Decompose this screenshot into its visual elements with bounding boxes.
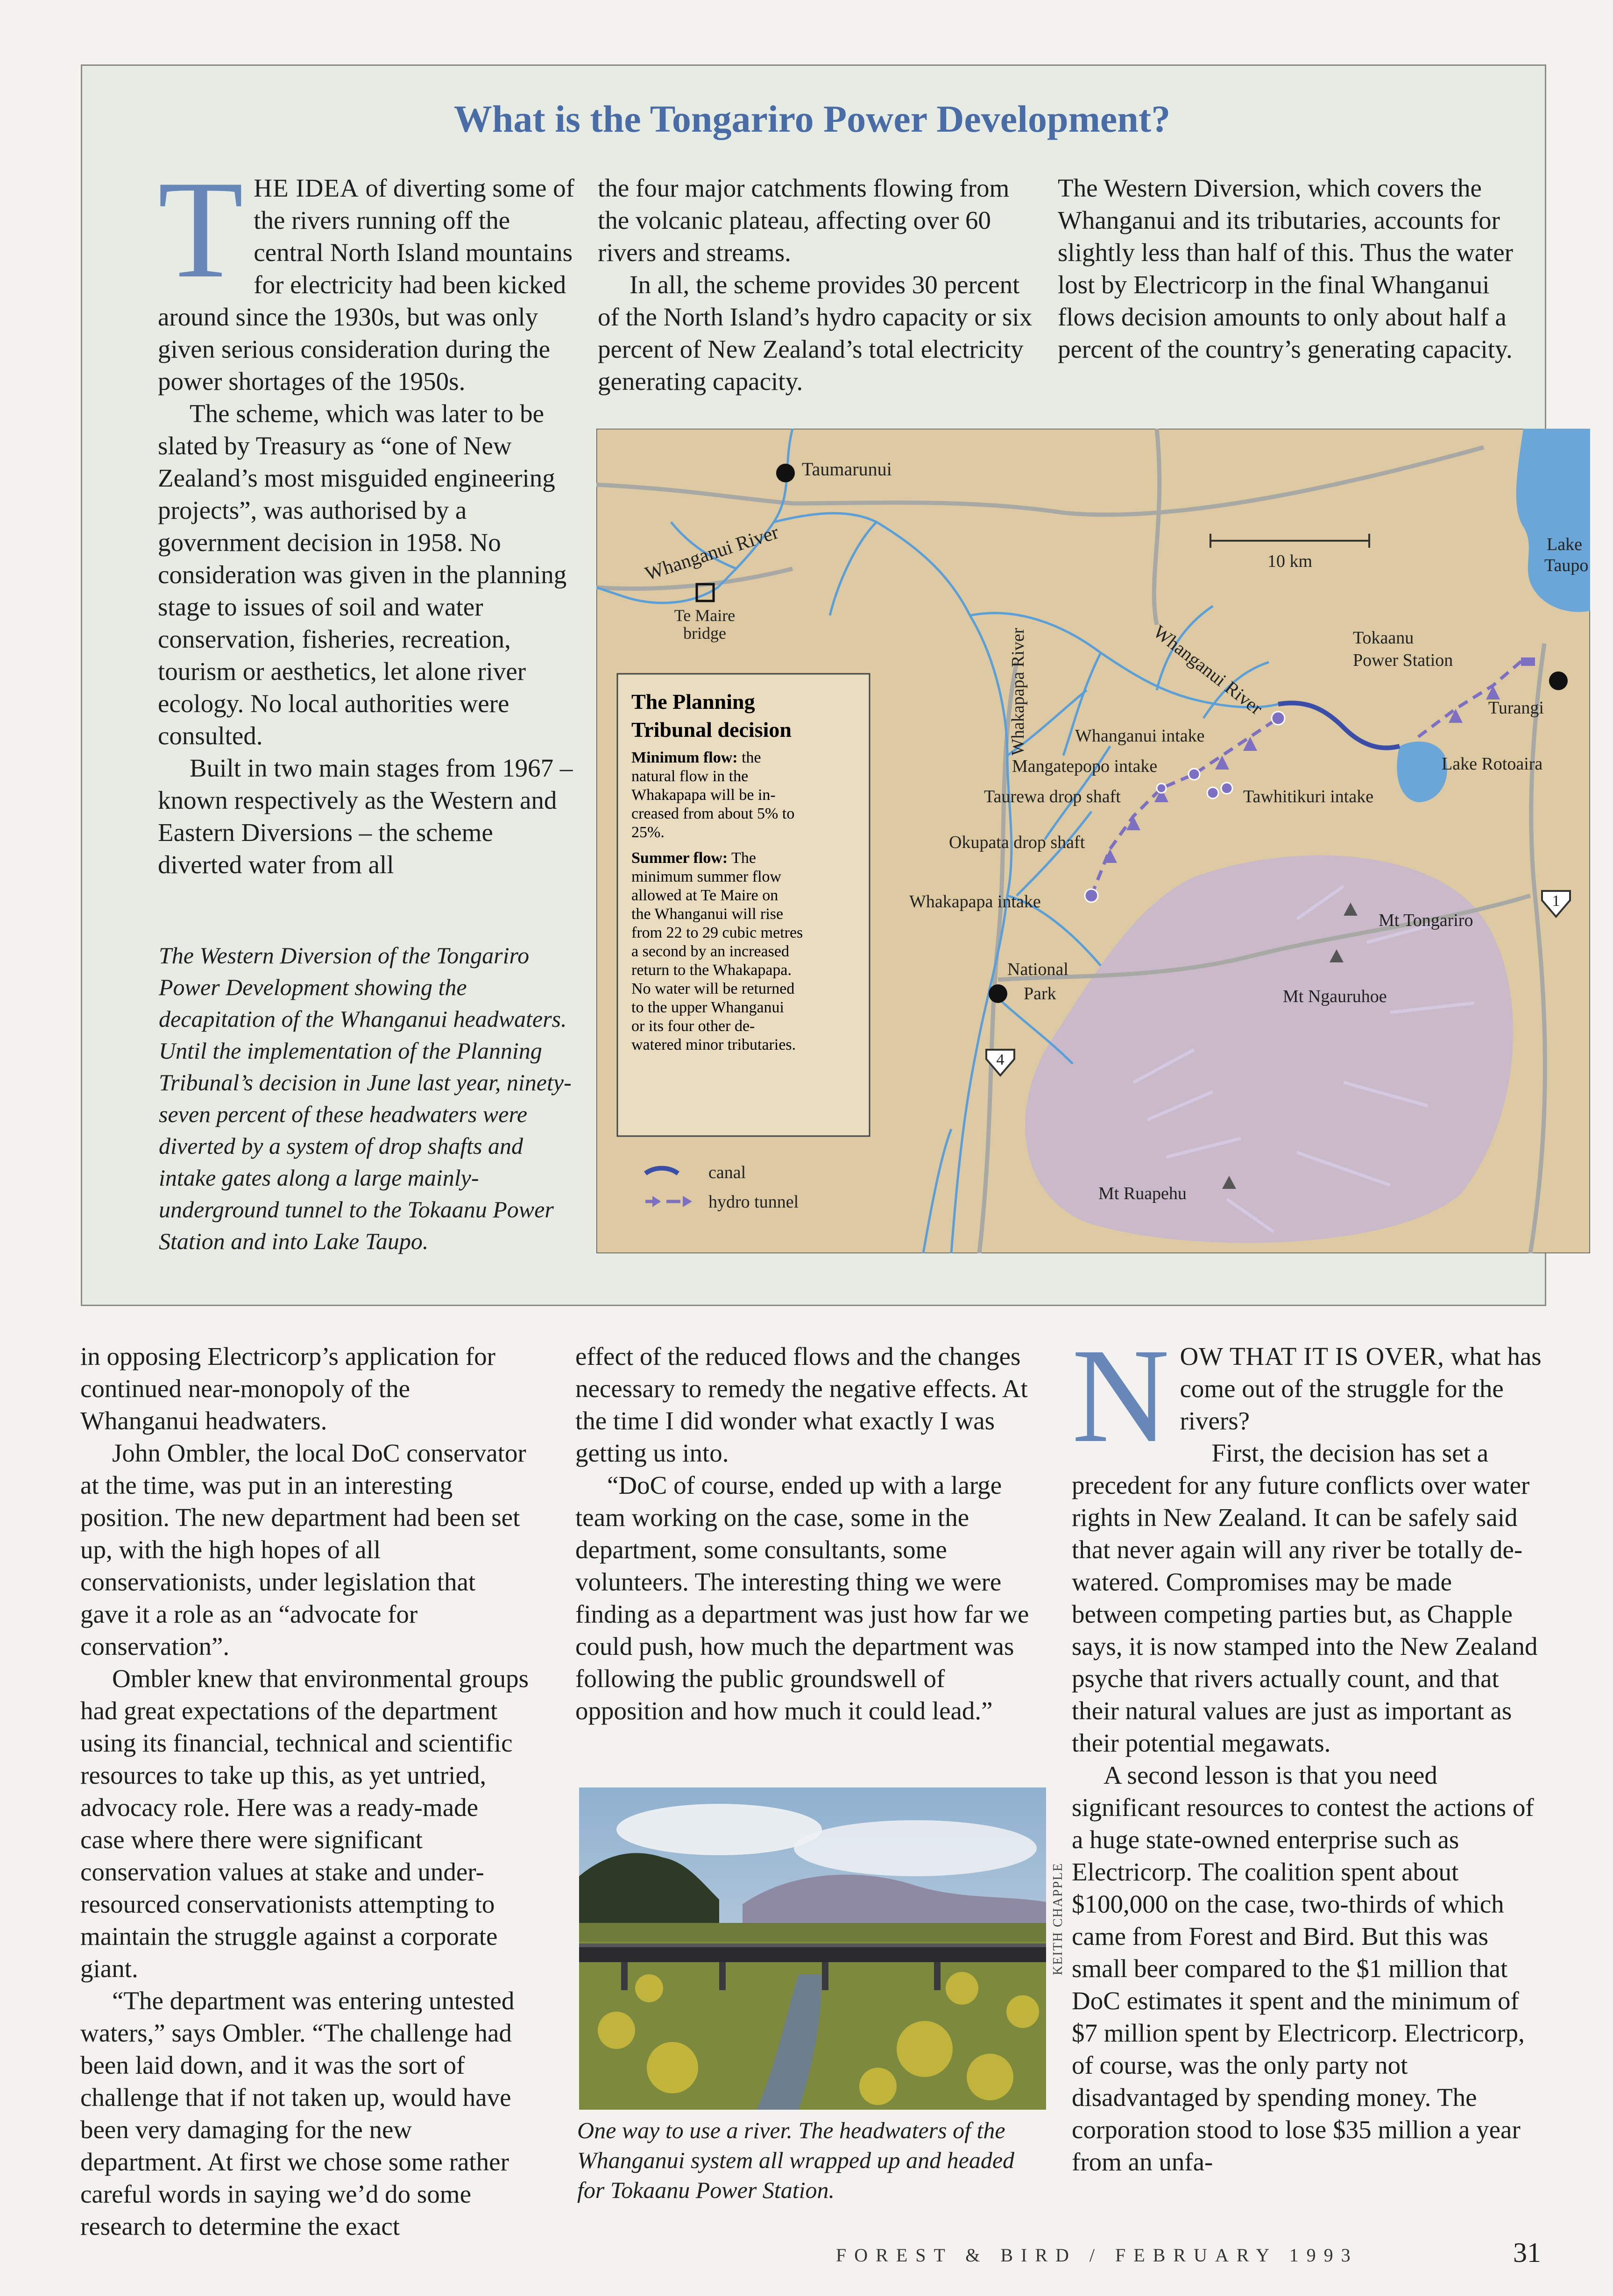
svg-text:4: 4 xyxy=(996,1051,1005,1068)
svg-text:Whakapapa will be in-: Whakapapa will be in- xyxy=(631,786,776,804)
svg-text:Whanganui intake: Whanganui intake xyxy=(1075,726,1205,746)
article-paragraph: effect of the reduced flows and the changes necessary to remedy the negative effects. At the time I did wonder what exactly I was getting us into. xyxy=(575,1342,1028,1467)
svg-text:a second by an increased: a second by an increased xyxy=(631,943,789,960)
sidebar-paragraph: In all, the scheme provides 30 percent of the North Island’s hydro capacity or six percent of New Zealand’s total electricity generating capacity. xyxy=(598,270,1033,396)
photo-credit: KEITH CHAPPLE xyxy=(1051,1862,1065,1975)
svg-text:watered minor tributaries.: watered minor tributaries. xyxy=(631,1036,796,1053)
svg-text:The Planning: The Planning xyxy=(631,690,755,714)
svg-text:natural flow in the: natural flow in the xyxy=(631,768,749,785)
svg-text:Te Maire: Te Maire xyxy=(674,606,736,625)
svg-text:return to the Whakapapa.: return to the Whakapapa. xyxy=(631,961,792,979)
page-footer: FOREST & BIRD / FEBRUARY 1993 xyxy=(836,2245,1358,2266)
svg-text:1: 1 xyxy=(1552,892,1560,910)
sidebar-paragraph: The scheme, which was later to be slated by Treasury as “one of New Zealand’s most misguided engineering projects”, was authorised by a government decision in 1958. No consideration was given in the planning stage to issues of soil and water conservation, fisheries, recreation, tourism or aesthetics, let alone river ecology. No local authorities were consulted. xyxy=(158,399,567,750)
svg-text:Power Station: Power Station xyxy=(1353,650,1453,670)
svg-text:or its four other de-: or its four other de- xyxy=(631,1017,755,1035)
svg-text:Park: Park xyxy=(1024,984,1056,1003)
svg-text:Lake: Lake xyxy=(1547,535,1582,554)
map-caption: The Western Diversion of the Tongariro Power Development showing the decapitation of the Whanganui headwaters. Until the implementation of the Planning Tribunal’s decision in June last year, ninety-seven percent of these headwaters were diverted by a system of drop shafts and intake gates along a large mainly-underground tunnel to the Tokaanu Power Station and into Lake Taupo. xyxy=(159,942,572,1254)
tongariro-map xyxy=(596,429,1590,1253)
article-paragraph: in opposing Electricorp’s application for continued near-monopoly of the Whanganui headwaters. xyxy=(80,1342,495,1435)
sidebar-column-2 xyxy=(598,172,1039,397)
svg-text:allowed at Te Maire on: allowed at Te Maire on xyxy=(631,887,778,904)
svg-text:Lake Rotoaira: Lake Rotoaira xyxy=(1442,754,1543,774)
svg-text:National: National xyxy=(1007,960,1068,979)
page-number: 31 xyxy=(1513,2237,1541,2268)
svg-text:to the upper Whanganui: to the upper Whanganui xyxy=(631,999,785,1016)
svg-text:from 22 to 29 cubic metres: from 22 to 29 cubic metres xyxy=(631,924,803,941)
svg-text:25%.: 25%. xyxy=(631,824,665,841)
sidebar-paragraph: the four major catchments flowing from the volcanic plateau, affecting over 60 rivers and streams. xyxy=(598,174,1010,267)
photo-pipeline xyxy=(579,1787,1046,2110)
drop-cap-n: N xyxy=(1072,1321,1170,1470)
svg-text:Minimum flow: the: Minimum flow: the xyxy=(631,749,761,766)
article-paragraph: First, the decision has set a precedent for any future conflicts over water rights in New Zealand. It can be safely said that never again will any river be totally de-watered. Compromises may be made between competing parties but, as Chapple says, it is now stamped into the New Zealand psyche that rivers actually count, and that their natural values are just as important as their potential megawats. xyxy=(1072,1439,1538,1757)
svg-text:Turangi: Turangi xyxy=(1488,698,1544,718)
article-column-1 xyxy=(80,1340,529,2242)
drop-cap-t: T xyxy=(158,152,244,307)
svg-text:Whanganui River: Whanganui River xyxy=(1149,621,1267,719)
sidebar-paragraph: The Western Diversion, which covers the Whanganui and its tributaries, accounts for slightly less than half of this. Thus the water lost by Electricorp in the final Whanganui flows decision amounts to only about half a percent of the country’s generating capacity. xyxy=(1058,174,1514,363)
svg-text:Taupo: Taupo xyxy=(1544,556,1589,575)
svg-text:bridge: bridge xyxy=(683,624,726,643)
svg-text:the Whanganui will rise: the Whanganui will rise xyxy=(631,905,784,923)
article-paragraph: A second lesson is that you need significant resources to contest the actions of a huge state-owned enterprise such as Electricorp. The coalition spent about $100,000 on the case, two-thirds of which came from Forest and Bird. But this was small beer compared to the $1 million that DoC estimates it spent and the minimum of $7 million spent by Electricorp. Electricorp, of course, was the only party not disadvantaged by spending money. The corporation stood to lose $35 million a year from an unfa- xyxy=(1072,1761,1534,2176)
svg-text:creased from about 5% to: creased from about 5% to xyxy=(631,805,795,822)
svg-text:Mt Tongariro: Mt Tongariro xyxy=(1379,911,1473,930)
photo-caption: One way to use a river. The headwaters of the Whanganui system all wrapped up and headed for Tokaanu Power Station. xyxy=(577,2117,1015,2203)
article-column-3: NOW THAT IT IS OVER, what has come out of the struggle for the rivers? First, the decision has set a precedent for any future conflicts over water rights in New Zealand. It can be safely said that never again will any river be totally de-watered. Compromises may be made between competing parties but, as Chapple says, it is now stamped into the New Zealand psyche that rivers actually count, and that their natural values are just as important as their potential megawats. A second lesson is that you need significant resources to contest the actions of a huge state-owned enterprise such as Electricorp. The coalition spent about $100,000 on the case, two-thirds of which came from Forest and Bird. But this was small beer compared to the $1 million that DoC estimates it spent and the minimum of $7 million spent by Electricorp. Electricorp, of course, was the only party not disadvantaged by spending money. The corporation stood to lose $35 million a year from an unfa- xyxy=(1072,1340,1543,2178)
svg-text:Whakapapa intake: Whakapapa intake xyxy=(909,892,1041,911)
scale-label: 10 km xyxy=(1267,551,1313,571)
svg-text:Okupata drop shaft: Okupata drop shaft xyxy=(949,833,1085,852)
article-paragraph: John Ombler, the local DoC conservator at the time, was put in an interesting position. The new department had been set up, with the high hopes of all conservationists, under legislation that gave it a role as an “advocate for conservation”. xyxy=(80,1439,526,1660)
article-paragraph: “DoC of course, ended up with a large team working on the case, some in the department, some consultants, some volunteers. The interesting thing we were finding as a department was just how far we could push, how much the department was following the public groundswell of opposition and how much it could lead.” xyxy=(575,1471,1029,1725)
sidebar-column-1: THE IDEA of diverting some of the rivers running off the central North Island mountains for electricity had been kicked around since the 1930s, but was only given serious consideration during the power shortages of the 1950s. The scheme, which was later to be slated by Treasury as “one of New Zealand’s most misguided engineering projects”, was authorised by a government decision in 1958. No consideration was given in the planning stage to issues of soil and water conservation, fisheries, recreation, tourism or aesthetics, let alone river ecology. No local authorities were consulted. Built in two main stages from 1967 – known respectively as the Western and Eastern Diversions – the scheme diverted water from all xyxy=(158,172,578,881)
svg-text:Tokaanu: Tokaanu xyxy=(1353,628,1414,648)
svg-text:No water will be returned: No water will be returned xyxy=(631,980,795,997)
svg-text:Tawhitikuri intake: Tawhitikuri intake xyxy=(1243,787,1374,806)
svg-text:hydro tunnel: hydro tunnel xyxy=(708,1192,799,1212)
svg-text:Mt Ruapehu: Mt Ruapehu xyxy=(1098,1184,1187,1203)
svg-text:minimum summer flow: minimum summer flow xyxy=(631,868,782,885)
svg-text:Taurewa drop shaft: Taurewa drop shaft xyxy=(984,787,1121,806)
svg-text:Whanganui River: Whanganui River xyxy=(642,521,781,585)
sidebar-paragraph: Built in two main stages from 1967 – known respectively as the Western and Eastern Diversions – the scheme diverted water from all xyxy=(158,754,573,879)
svg-text:Taumarunui: Taumarunui xyxy=(802,459,892,480)
svg-text:Mt Ngauruhoe: Mt Ngauruhoe xyxy=(1283,987,1387,1006)
sidebar-column-3 xyxy=(1058,172,1525,365)
svg-text:Tribunal decision: Tribunal decision xyxy=(631,718,792,742)
svg-text:Whakapapa River: Whakapapa River xyxy=(1008,628,1028,756)
planning-tribunal-box xyxy=(617,674,870,1136)
svg-text:Summer flow: The: Summer flow: The xyxy=(631,849,756,867)
svg-text:canal: canal xyxy=(708,1163,746,1182)
svg-text:Mangatepopo intake: Mangatepopo intake xyxy=(1012,756,1158,776)
sidebar-title: What is the Tongariro Power Development? xyxy=(453,98,1171,140)
article-paragraph: “The department was entering untested waters,” says Ombler. “The challenge had been laid down, and it was the sort of challenge that if not taken up, would have been very damaging for the new department. At first we chose some rather careful words in saying we’d do some research to determine the exact xyxy=(80,1986,515,2240)
article-paragraph: Ombler knew that environmental groups had great expectations of the department using its financial, technical and scientific resources to take up this, as yet untried, advocacy role. Here was a ready-made case where there were significant conservation values at stake and under-resourced conservationists attempting to maintain the struggle against a corporate giant. xyxy=(80,1664,529,1983)
article-column-2 xyxy=(575,1340,1047,1727)
